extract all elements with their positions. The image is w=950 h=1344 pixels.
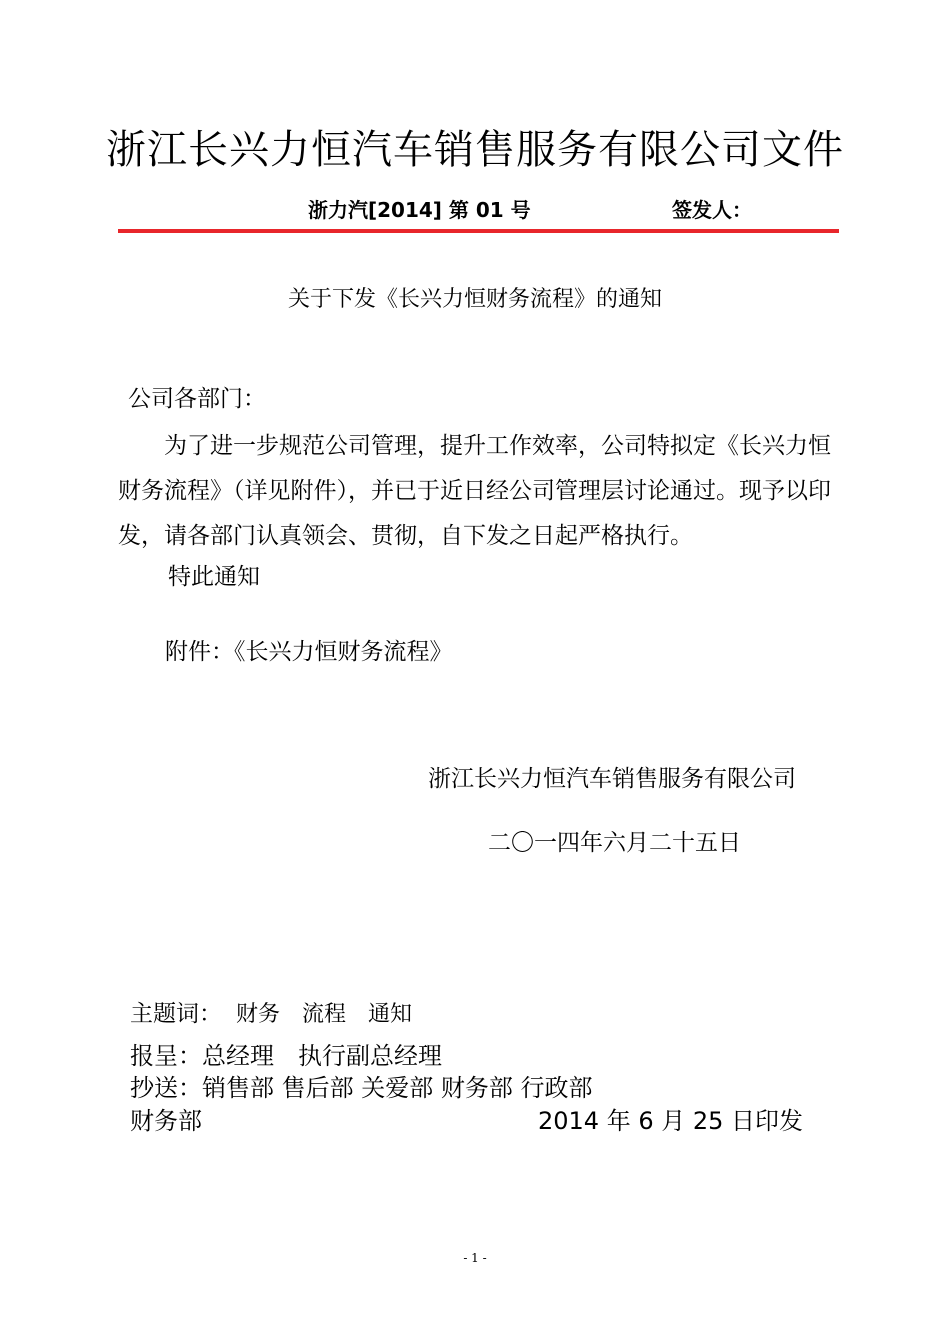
body-paragraph: 为了进一步规范公司管理，提升工作效率，公司特拟定《长兴力恒财务流程》（详见附件），并已于近日经公司管理层讨论通过。现予以印发，请各部门认真领会、贯彻，自下发之日起严格执行。 — [118, 433, 831, 549]
closing-notice: 特此通知 — [168, 564, 260, 590]
signature-company: 浙江长兴力恒汽车销售服务有限公司 — [428, 766, 796, 792]
keywords-label: 主题词： — [130, 1001, 222, 1027]
signature-date: 二〇一四年六月二十五日 — [488, 830, 741, 856]
cc-line: 抄送：销售部 售后部 关爱部 财务部 行政部 — [130, 1074, 593, 1102]
signer-label: 签发人： — [672, 198, 752, 222]
notice-subject: 关于下发《长兴力恒财务流程》的通知 — [287, 287, 662, 312]
report-to-line: 报呈：总经理 执行副总经理 — [130, 1042, 442, 1070]
attachment-line: 附件：《长兴力恒财务流程》 — [165, 639, 453, 665]
issue-date: 2014 年 6 月 25 日印发 — [538, 1107, 804, 1135]
page-number: - 1 - — [463, 1251, 487, 1265]
salutation: 公司各部门： — [128, 386, 266, 412]
issuing-department: 财务部 — [130, 1107, 202, 1135]
keywords-value: 财务 流程 通知 — [236, 1002, 413, 1027]
document-number: 浙力汽[2014] 第 01 号 — [308, 198, 531, 222]
keywords-line — [130, 995, 412, 1028]
header-divider — [118, 229, 839, 233]
document-title: 浙江长兴力恒汽车销售服务有限公司文件 — [106, 127, 844, 173]
